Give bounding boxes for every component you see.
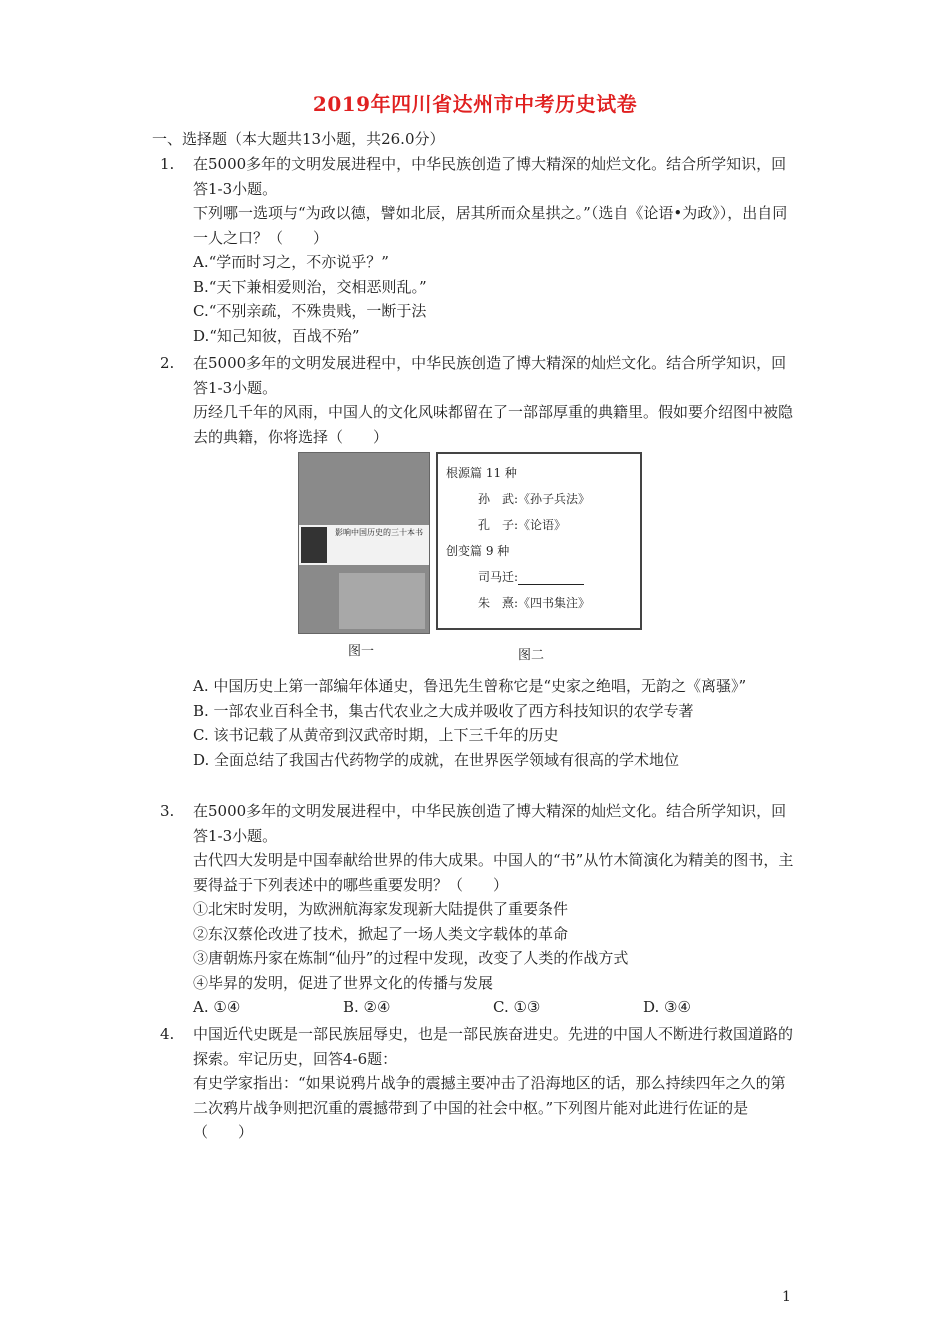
- question-1: [160, 152, 800, 348]
- page-number: 1: [782, 1289, 791, 1305]
- question-intro: 在5000多年的文明发展进程中，中华民族创造了博大精深的灿烂文化。结合所学知识，回答1-3小题。: [193, 155, 787, 198]
- option-a: A. 中国历史上第一部编年体通史，鲁迅先生曾称它是“史家之绝唱，无韵之《离骚》”: [193, 677, 747, 695]
- option-b: B.“天下兼相爱则治，交相恶则乱。”: [193, 277, 427, 296]
- statement-3: ③唐朝炼丹家在炼制“仙丹”的过程中发现，改变了人类的作战方式: [193, 949, 629, 967]
- book-list-card: [436, 452, 642, 630]
- question-number: 2.: [160, 354, 175, 372]
- question-intro: 在5000多年的文明发展进程中，中华民族创造了博大精深的灿烂文化。结合所学知识，回答1-3小题。: [193, 354, 787, 397]
- section-heading: 一、选择题（本大题共13小题，共26.0分）: [152, 130, 445, 148]
- option-d: D. 全面总结了我国古代药物学的成就，在世界医学领域有很高的学术地位: [193, 750, 680, 769]
- option-a: A.“学而时习之，不亦说乎？”: [193, 253, 389, 271]
- question-stem: 下列哪一选项与“为政以德，譬如北辰，居其所而众星拱之。”（选自《论语•为政》），出自同一人之口？（ ）: [193, 204, 788, 247]
- option-row: [193, 995, 800, 1020]
- book-cover-image: [298, 452, 430, 634]
- answer-blank: [518, 570, 584, 585]
- figure-caption-2: 图二: [518, 648, 545, 663]
- option-c: C. ①③: [493, 998, 541, 1016]
- question-number: 3.: [160, 802, 175, 820]
- card-line: 创变篇 9 种: [446, 544, 510, 558]
- card-line: 孙 武:《孙子兵法》: [478, 492, 591, 506]
- card-line: 根源篇 11 种: [446, 466, 517, 480]
- question-intro: 中国近代史既是一部民族屈辱史，也是一部民族奋进史。先进的中国人不断进行救国道路的探索。牢记历史，回答4-6题：: [193, 1025, 794, 1068]
- question-number: 1.: [160, 155, 175, 173]
- statement-1: ①北宋时发明，为欧洲航海家发现新大陆提供了重要条件: [193, 900, 569, 918]
- book-title: 影响中国历史的三十本书: [335, 528, 423, 537]
- question-stem: 有史学家指出：“如果说鸦片战争的震撼主要冲击了沿海地区的话，那么持续四年之久的第二次鸦片战争则把沉重的震撼带到了中国的社会中枢。”下列图片能对此进行佐证的是（ ）: [193, 1074, 786, 1141]
- question-intro: 在5000多年的文明发展进程中，中华民族创造了博大精深的灿烂文化。结合所学知识，回答1-3小题。: [193, 802, 787, 845]
- figure-caption-1: 图一: [348, 644, 375, 659]
- question-2-figure: [298, 452, 646, 664]
- page-title: 2019年四川省达州市中考历史试卷: [312, 92, 638, 116]
- portrait-image: [301, 527, 327, 563]
- card-line: 朱 熹:《四书集注》: [478, 596, 591, 610]
- question-4: [160, 1022, 800, 1145]
- option-c: C. 该书记载了从黄帝到汉武帝时期，上下三千年的历史: [193, 726, 559, 744]
- question-stem: 历经几千年的风雨，中国人的文化风味都留在了一部部厚重的典籍里。假如要介绍图中被隐去的典籍，你将选择（ ）: [193, 403, 794, 446]
- option-c: C.“不别亲疏，不殊贵贱，一断于法: [193, 302, 427, 320]
- card-line: 孔 子:《论语》: [478, 518, 567, 532]
- option-a: A. ①④: [193, 998, 241, 1016]
- question-2-options: [160, 674, 800, 772]
- statement-4: ④毕昇的发明，促进了世界文化的传播与发展: [193, 973, 494, 992]
- card-line-blank: 司马迁:: [478, 564, 632, 590]
- option-d: D.“知己知彼，百战不殆”: [193, 326, 360, 345]
- question-stem: 古代四大发明是中国奉献给世界的伟大成果。中国人的“书”从竹木简演化为精美的图书，主要得益于下列表述中的哪些重要发明？（ ）: [193, 851, 794, 894]
- option-b: B. 一部农业百科全书，集古代农业之大成并吸收了西方科技知识的农学专著: [193, 701, 694, 720]
- question-number: 4.: [160, 1025, 175, 1043]
- question-3: [160, 799, 800, 1020]
- option-d: D. ③④: [643, 998, 691, 1016]
- question-2: [160, 351, 800, 449]
- option-b: B. ②④: [343, 998, 391, 1016]
- statement-2: ②东汉蔡伦改进了技术，掀起了一场人类文字载体的革命: [193, 924, 569, 943]
